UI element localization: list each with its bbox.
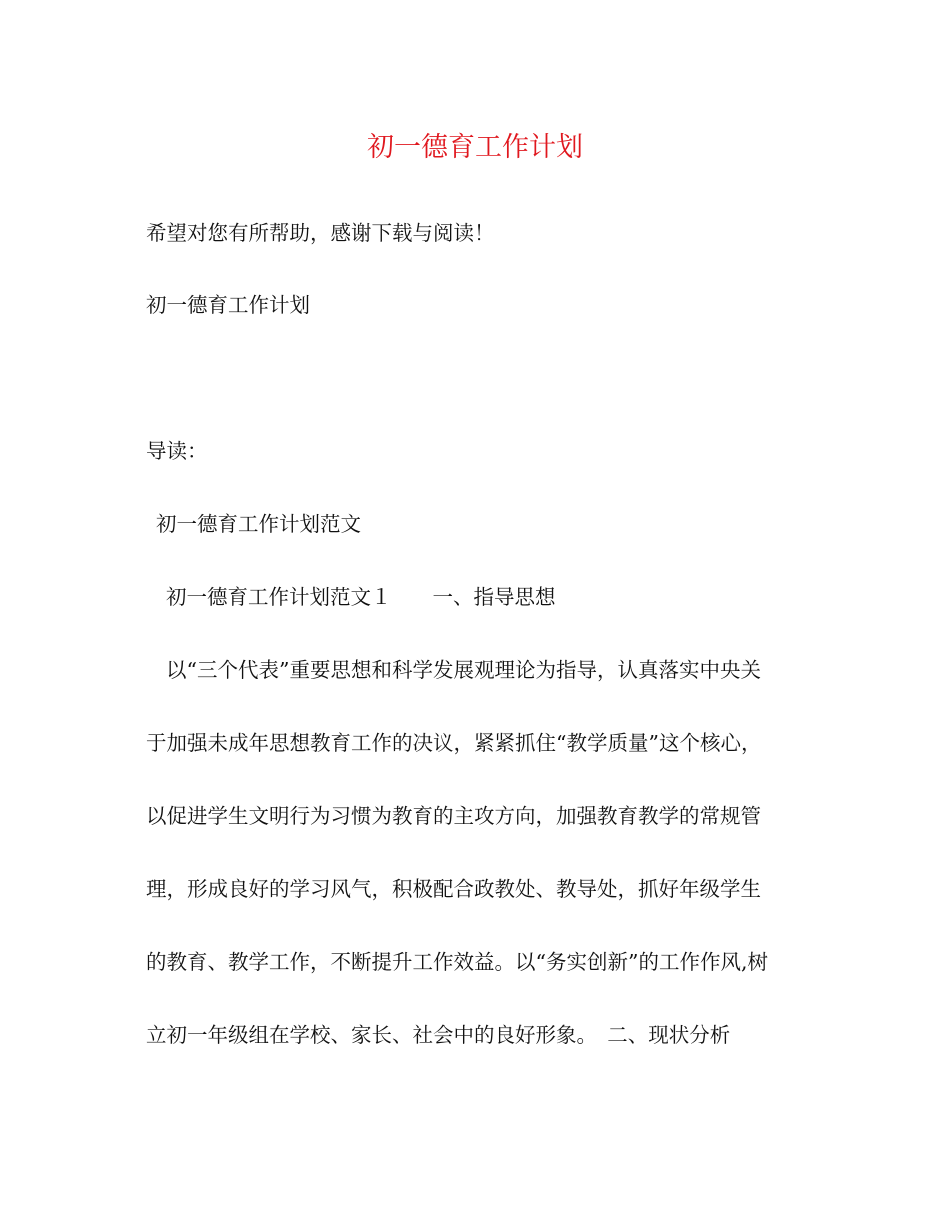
guide-label: 导读： [146,439,208,463]
paragraph-line: 以促进学生文明行为习惯为教育的主攻方向，加强教育教学的常规管 [146,804,761,828]
paragraph-line: 的教育、教学工作，不断提升工作效益。以“务实创新”的工作作风,树 [146,950,768,974]
sample-heading: 初一德育工作计划范文１ 一、指导思想 [166,585,556,609]
paragraph-line: 立初一年级组在学校、家长、社会中的良好形象。 二、现状分析 [146,1023,731,1047]
intro-thanks-line: 希望对您有所帮助，感谢下载与阅读！ [146,221,495,245]
paragraph-line: 于加强未成年思想教育工作的决议，紧紧抓住“教学质量”这个核心， [146,731,762,755]
paragraph-line: 理，形成良好的学习风气，积极配合政教处、教导处，抓好年级学生 [146,877,761,901]
section-heading: 初一德育工作计划范文 [156,512,361,536]
document-title: 初一德育工作计划 [367,132,583,163]
paragraph-line: 以“三个代表”重要思想和科学发展观理论为指导，认真落实中央关 [166,658,761,682]
subtitle-line: 初一德育工作计划 [146,293,310,317]
